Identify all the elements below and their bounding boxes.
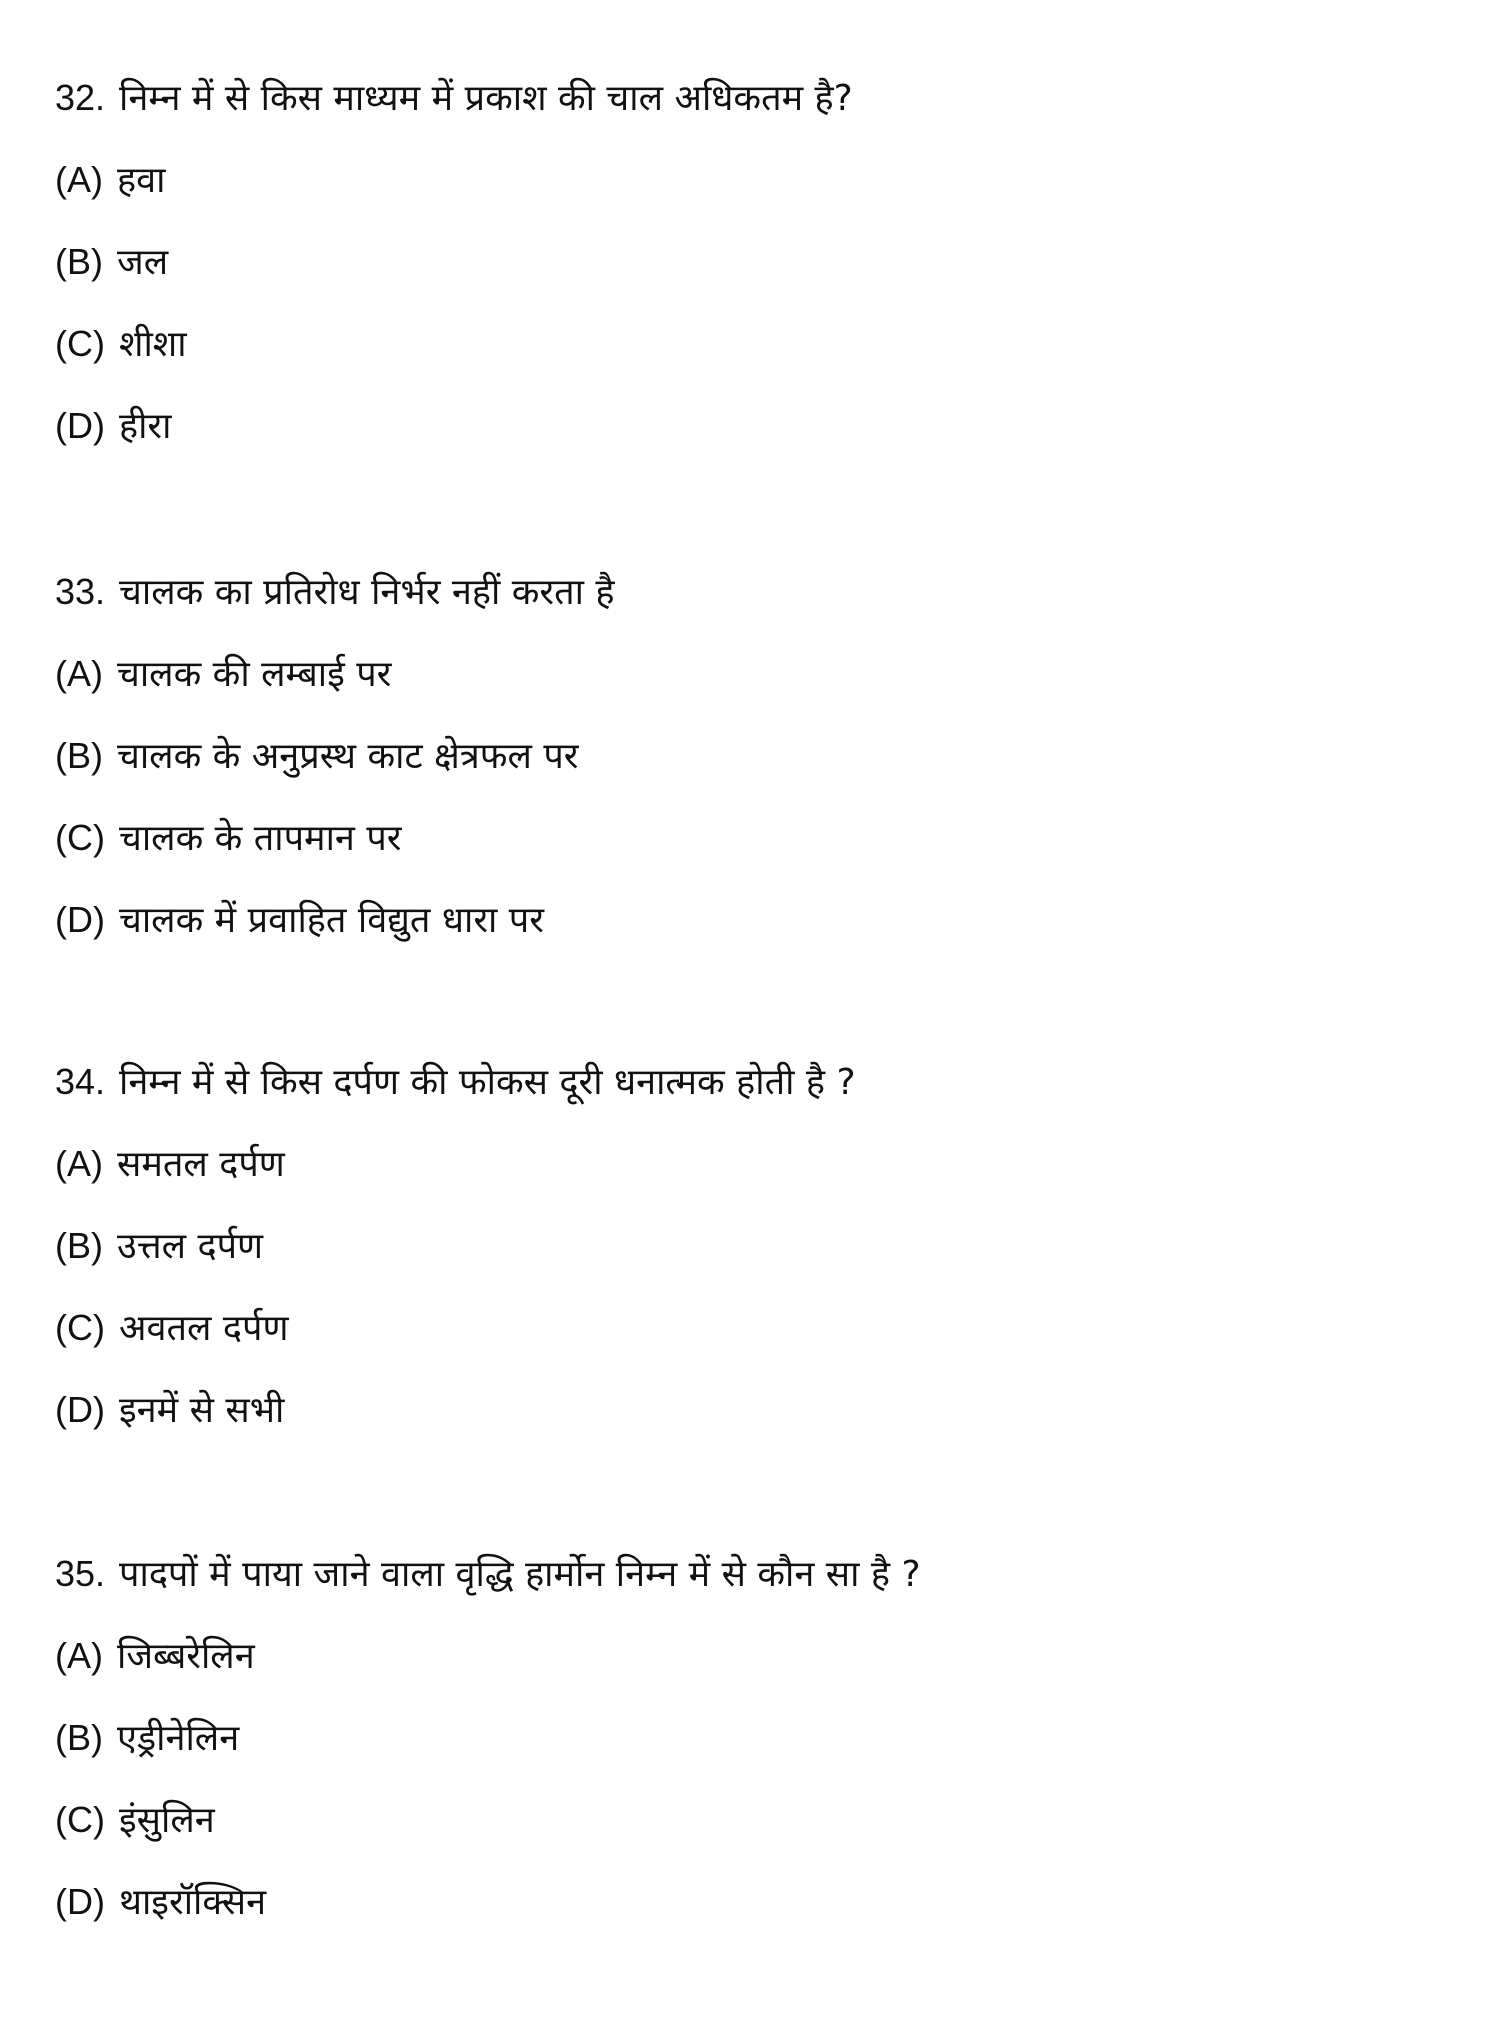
option-label: (B) bbox=[55, 1225, 103, 1266]
question-text bbox=[55, 1062, 1475, 1144]
option-label: (D) bbox=[55, 1881, 105, 1922]
option-text: चालक के अनुप्रस्थ काट क्षेत्रफल पर bbox=[117, 736, 579, 777]
question-text bbox=[55, 78, 1475, 160]
question-block bbox=[55, 572, 1475, 982]
answer-option bbox=[55, 900, 1475, 982]
answer-option bbox=[55, 1308, 1475, 1390]
question-block bbox=[55, 78, 1475, 488]
option-label: (A) bbox=[55, 653, 103, 694]
option-text: चालक में प्रवाहित विद्युत धारा पर bbox=[118, 900, 544, 941]
question-block bbox=[55, 1554, 1475, 1964]
answer-option bbox=[55, 818, 1475, 900]
option-text: इनमें से सभी bbox=[118, 1390, 285, 1431]
answer-option bbox=[55, 654, 1475, 736]
answer-option bbox=[55, 242, 1475, 324]
option-text: जल bbox=[117, 242, 169, 283]
option-label: (D) bbox=[55, 899, 105, 940]
option-text: शीशा bbox=[118, 324, 187, 365]
option-label: (B) bbox=[55, 735, 103, 776]
answer-option bbox=[55, 1718, 1475, 1800]
option-text: जिब्बरेलिन bbox=[117, 1636, 255, 1677]
question-stem: चालक का प्रतिरोध निर्भर नहीं करता है bbox=[119, 572, 615, 613]
option-text: हवा bbox=[117, 160, 166, 201]
option-text: चालक के तापमान पर bbox=[118, 818, 402, 859]
question-number: 33. bbox=[55, 571, 106, 612]
option-label: (C) bbox=[55, 817, 105, 858]
option-text: अवतल दर्पण bbox=[118, 1308, 289, 1349]
option-label: (C) bbox=[55, 1307, 105, 1348]
answer-option bbox=[55, 406, 1475, 488]
option-label: (B) bbox=[55, 1717, 103, 1758]
option-text: इंसुलिन bbox=[118, 1800, 215, 1841]
answer-option bbox=[55, 1390, 1475, 1472]
answer-option bbox=[55, 1800, 1475, 1882]
question-stem: निम्न में से किस माध्यम में प्रकाश की चाल अधिकतम है? bbox=[119, 78, 853, 119]
option-text: उत्तल दर्पण bbox=[117, 1226, 264, 1267]
option-label: (A) bbox=[55, 159, 103, 200]
question-stem: निम्न में से किस दर्पण की फोकस दूरी धनात्मक होती है ? bbox=[119, 1062, 856, 1103]
answer-option bbox=[55, 160, 1475, 242]
option-text: हीरा bbox=[118, 406, 172, 447]
option-label: (D) bbox=[55, 405, 105, 446]
option-label: (B) bbox=[55, 241, 103, 282]
question-block bbox=[55, 1062, 1475, 1472]
option-text: थाइरॉक्सिन bbox=[118, 1882, 267, 1923]
answer-option bbox=[55, 1226, 1475, 1308]
option-label: (C) bbox=[55, 1799, 105, 1840]
question-number: 34. bbox=[55, 1061, 106, 1102]
question-text bbox=[55, 572, 1475, 654]
option-label: (C) bbox=[55, 323, 105, 364]
question-stem: पादपों में पाया जाने वाला वृद्धि हार्मोन निम्न में से कौन सा है ? bbox=[119, 1554, 921, 1595]
option-label: (A) bbox=[55, 1635, 103, 1676]
answer-option bbox=[55, 736, 1475, 818]
option-label: (A) bbox=[55, 1143, 103, 1184]
option-label: (D) bbox=[55, 1389, 105, 1430]
answer-option bbox=[55, 1882, 1475, 1964]
answer-option bbox=[55, 324, 1475, 406]
question-number: 32. bbox=[55, 77, 106, 118]
answer-option bbox=[55, 1144, 1475, 1226]
question-text bbox=[55, 1554, 1475, 1636]
option-text: समतल दर्पण bbox=[117, 1144, 285, 1185]
question-number: 35. bbox=[55, 1553, 106, 1594]
option-text: चालक की लम्बाई पर bbox=[117, 654, 392, 695]
answer-option bbox=[55, 1636, 1475, 1718]
option-text: एड्रीनेलिन bbox=[117, 1718, 240, 1759]
